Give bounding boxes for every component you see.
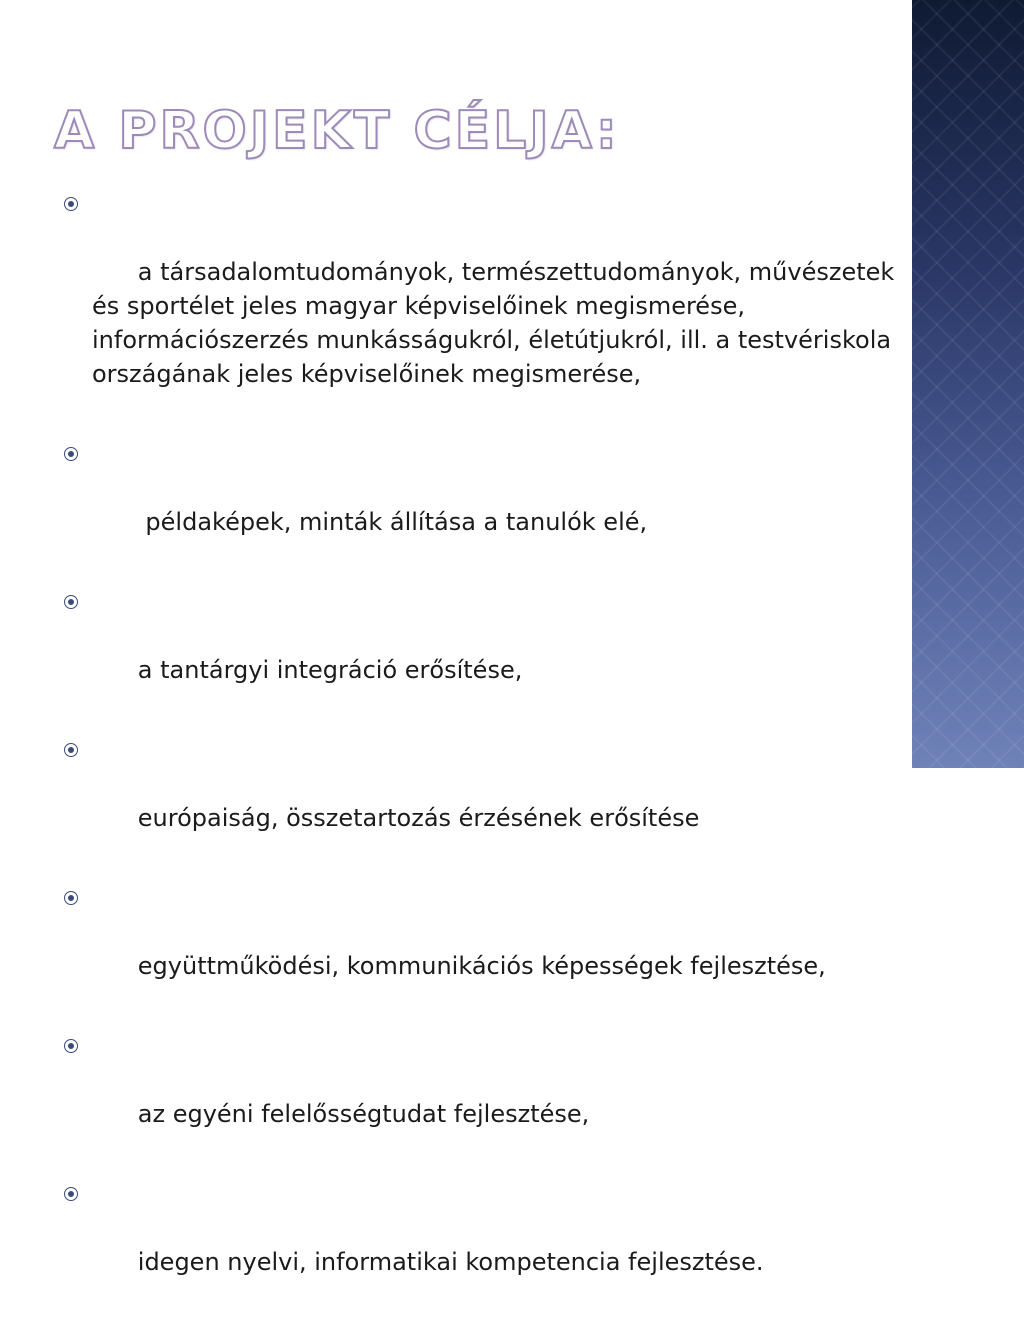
- bullet-item: [60, 881, 900, 1017]
- bullet-item: [60, 1029, 900, 1165]
- slide-title: A PROJEKT CÉLJA:: [54, 101, 620, 161]
- bullet-item: [60, 1177, 900, 1313]
- bullet-text: együttműködési, kommunikációs képességek fejlesztése,: [137, 952, 826, 980]
- bullet-item: [60, 187, 900, 425]
- circle-bullet-icon: [64, 447, 78, 461]
- bullet-text: idegen nyelvi, informatikai kompetencia fejlesztése.: [137, 1248, 764, 1276]
- bullet-text: az egyéni felelősségtudat fejlesztése,: [137, 1100, 590, 1128]
- bullet-text: példaképek, minták állítása a tanulók elé,: [137, 508, 648, 536]
- bullet-item: [60, 585, 900, 721]
- circle-bullet-icon: [64, 595, 78, 609]
- circle-bullet-icon: [64, 197, 78, 211]
- circle-bullet-icon: [64, 743, 78, 757]
- circle-bullet-icon: [64, 891, 78, 905]
- bullet-item: [60, 437, 900, 573]
- bullet-item: [60, 733, 900, 869]
- decorative-side-panel: [912, 0, 1024, 768]
- bullet-text: a társadalomtudományok, természettudományok, művészetek és sportélet jeles magyar képviselőinek megismerése, információszerzés munkásságukról, életútjukról, ill. a testvériskola országának jeles képviselőinek megismerése,: [92, 258, 902, 388]
- bullet-text: európaiság, összetartozás érzésének erősítése: [137, 804, 700, 832]
- circle-bullet-icon: [64, 1187, 78, 1201]
- circle-bullet-icon: [64, 1039, 78, 1053]
- bullet-text: a tantárgyi integráció erősítése,: [137, 656, 523, 684]
- bullet-list: [60, 187, 900, 1325]
